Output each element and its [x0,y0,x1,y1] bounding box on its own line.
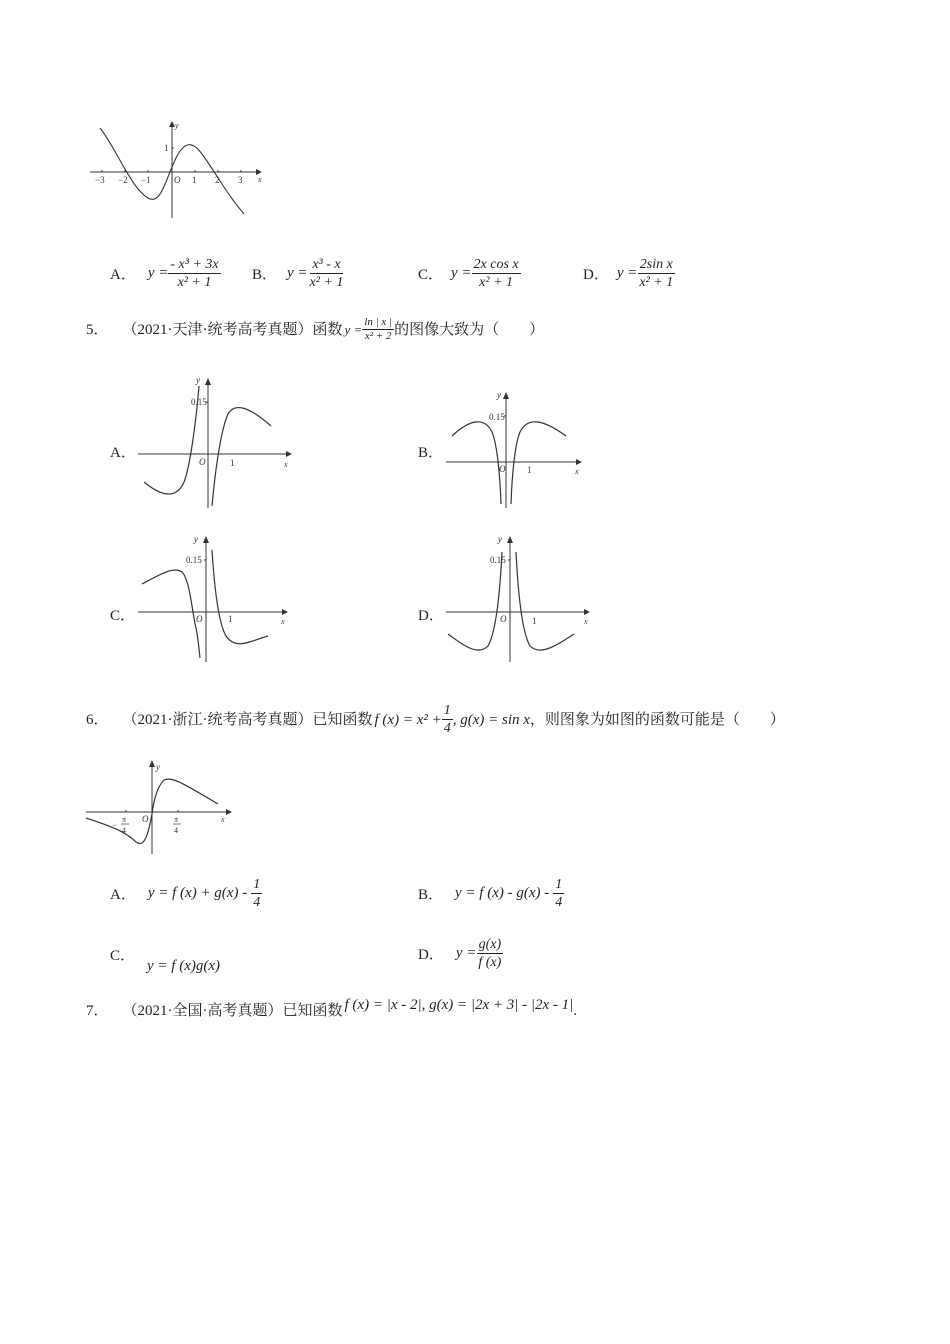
question-source: （2021·全国·高考真题）已知函数 [122,1003,343,1019]
x-axis-label: x [284,460,288,469]
fraction: $\frac{\text{2sin x}}{\text{x² + 1}}$ [639,257,674,290]
tick-label: 0.15 [489,412,505,422]
pi-label: π [174,815,179,824]
question-source: （2021·天津·统考高考真题）函数 [122,321,343,338]
y-axis-label: y [175,121,179,130]
q6-option-c[interactable]: C． y = f (x)g(x) [110,948,221,974]
q5-option-b-label[interactable]: B． [418,445,444,461]
origin-label: O [500,614,507,624]
tick-label: −2 [118,175,128,185]
y-axis-label: y [194,534,198,544]
x-axis-label: x [258,175,262,184]
fraction: $\frac{\text{- x³ + 3x}}{\text{x² + 1}}$ [170,257,219,290]
x-axis-label: x [281,617,285,626]
x-axis-label: x [575,467,579,476]
tick-label: −3 [95,175,105,185]
q4-option-b[interactable]: B． y = $\frac{\text{x³ - x}}{\text{x² + 1}}$ [252,257,344,290]
fraction: $\frac{1}{4}$ [555,877,563,910]
fraction: $\frac{g(x)}{f (x)}$ [478,937,502,970]
fraction: $\frac{\ln | x |}{\text{x² + 2}}$ [364,316,393,342]
tick-label: 0.15 [186,555,202,565]
q6-stem: 6． （2021·浙江·统考高考真题）已知函数 f (x) = x² + $\frac{1}{4}$ , g(x) = sin x ，则图象为如图的函数可能是（ ） [86,703,785,736]
q7-stem: 7． （2021·全国·高考真题）已知函数 f (x) = |x - 2|, g(x) = |2x + 3| - |2x - 1| . [86,997,578,1019]
fraction: $\frac{1}{4}$ [443,703,451,736]
fraction: $\frac{\text{2x cos x}}{\text{x² + 1}}$ [473,257,519,290]
tick-label: 1 [230,458,235,468]
question-source: （2021·浙江·统考高考真题）已知函数 [122,711,373,728]
tick-label: 2 [215,175,220,185]
y-axis-label: y [497,390,501,400]
origin-label: O [199,457,206,467]
tick-label: 1 [164,143,169,153]
q6-option-b[interactable]: B． y = f (x) - g(x) - $\frac{1}{4}$ [418,877,563,910]
y-axis-label: y [156,762,160,772]
four-label: 4 [174,826,178,835]
q5-graph-d[interactable] [444,532,604,666]
tick-label: 1 [228,614,233,624]
x-axis-label: x [221,815,225,824]
pi-label: π [122,815,127,824]
q5-option-a-label[interactable]: A． [110,445,136,461]
q5-stem: 5． （2021·天津·统考高考真题）函数 y = $\frac{\ln | x |}{\text{x² + 2}}$ 的图像大致为（ ） [86,316,545,342]
q4-option-a[interactable]: A． y = $\frac{\text{- x³ + 3x}}{\text{x² + 1}}$ [110,257,219,290]
q5-option-c-label[interactable]: C． [110,608,136,624]
question-number: 6． [86,711,109,728]
tick-label: 0.15 [490,555,506,565]
q6-option-a[interactable]: A． y = f (x) + g(x) - $\frac{1}{4}$ [110,877,261,910]
origin-label: O [499,464,506,474]
q4-graph [86,118,266,222]
q4-option-d[interactable]: D． y = $\frac{\text{2sin x}}{\text{x² + 1}}$ [583,257,674,290]
fraction: $\frac{1}{4}$ [253,877,261,910]
fraction: $\frac{\text{x³ - x}}{\text{x² + 1}}$ [309,257,344,290]
tick-label: 1 [192,175,197,185]
q4-option-c[interactable]: C． y = $\frac{\text{2x cos x}}{\text{x² + 1}}$ [418,257,519,290]
q5-option-d-label[interactable]: D． [418,608,444,624]
question-number: 5． [86,321,109,338]
q7-formula: f (x) = |x - 2|, g(x) = |2x + 3| - |2x - 1| [344,997,574,1013]
tick-label: 3 [238,175,243,185]
q5-graph-c[interactable] [136,532,296,666]
q5-graph-a[interactable] [136,372,296,512]
minus-sign: − [112,820,118,830]
y-axis-label: y [196,375,200,385]
q6-graph [84,756,240,856]
q5-graph-b[interactable] [444,384,604,510]
tick-label: 1 [532,616,537,626]
y-axis-label: y [498,534,502,544]
origin-label: O [174,175,181,185]
origin-label: O [142,814,149,824]
x-axis-label: x [584,617,588,626]
q6-option-d[interactable]: D． y = $\frac{g(x)}{f (x)}$ [418,937,502,970]
question-number: 7． [86,1003,109,1019]
tick-label: 1 [527,465,532,475]
tick-label: 0.15 [191,397,207,407]
origin-label: O [196,614,203,624]
four-label: 4 [122,826,126,835]
tick-label: −1 [141,175,151,185]
